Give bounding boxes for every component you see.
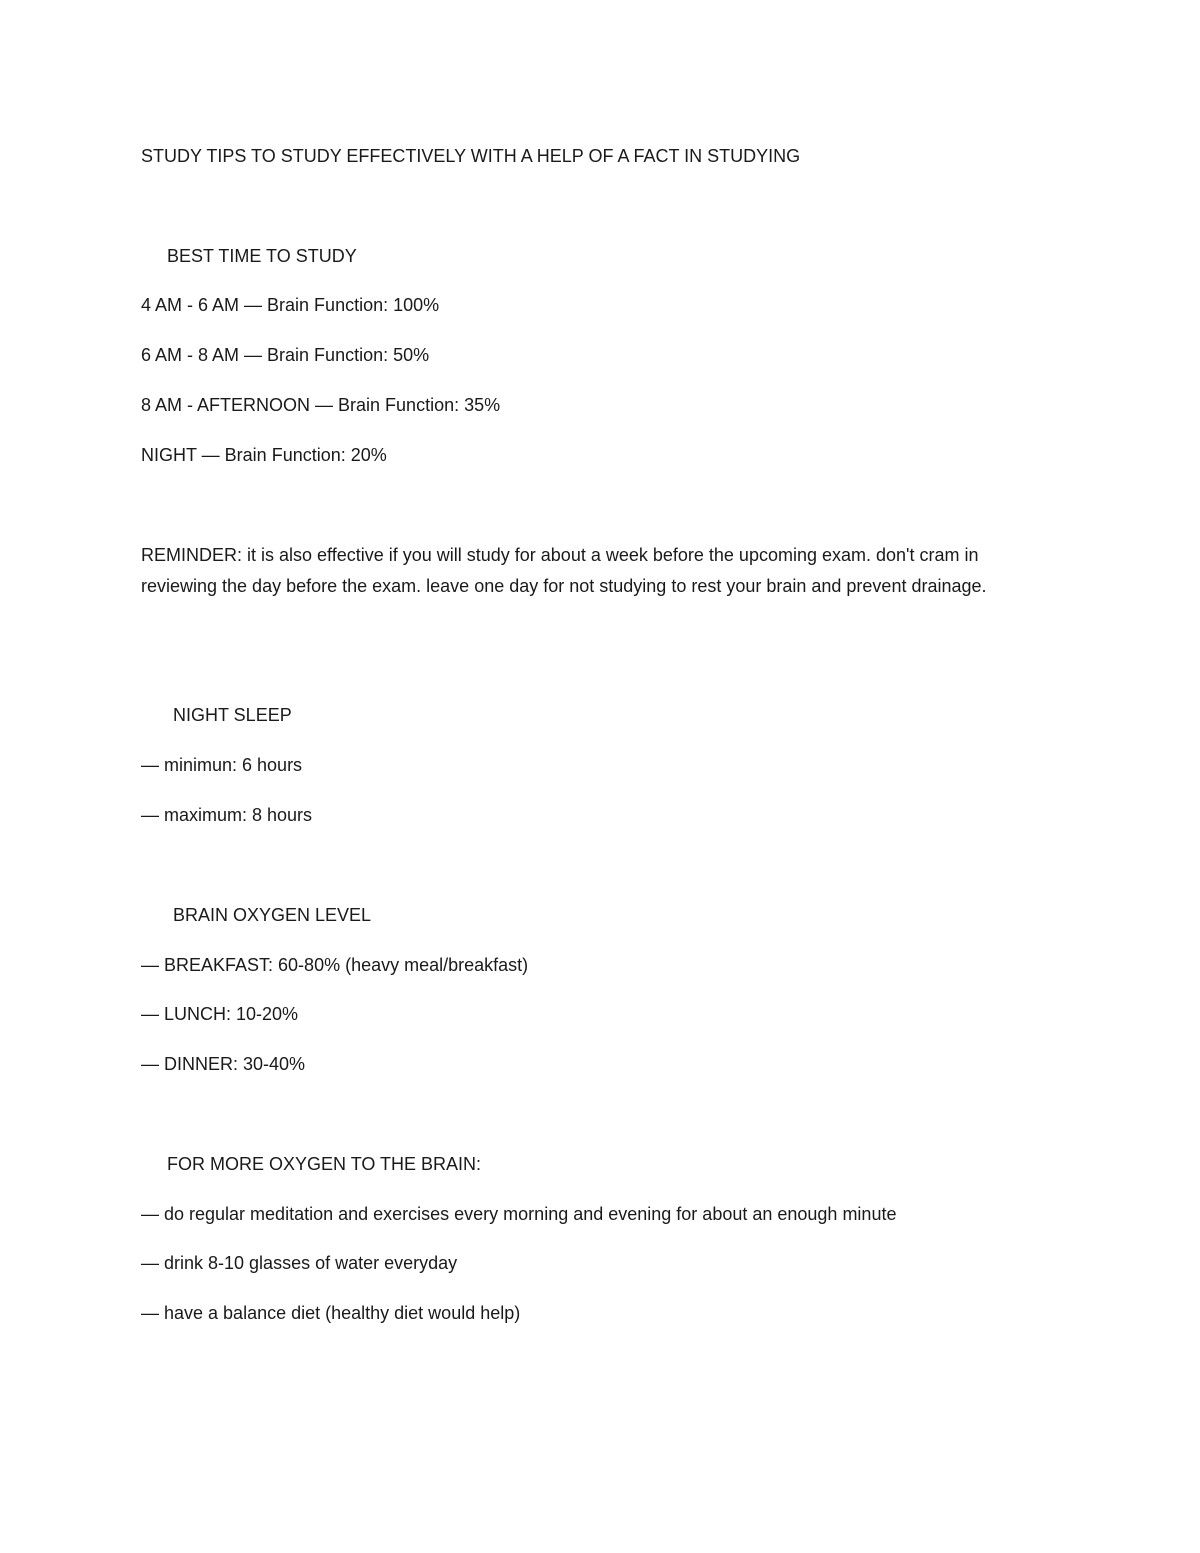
best-time-item: 6 AM - 8 AM — Brain Function: 50% <box>141 345 430 365</box>
more-oxygen-item: — do regular meditation and exercises every morning and evening for about an enough minute <box>141 1204 897 1224</box>
brain-oxygen-item: — DINNER: 30-40% <box>141 1054 306 1074</box>
more-oxygen-heading: FOR MORE OXYGEN TO THE BRAIN: <box>167 1154 482 1174</box>
brain-oxygen-heading: BRAIN OXYGEN LEVEL <box>173 905 372 925</box>
night-sleep-item: — minimun: 6 hours <box>141 755 303 775</box>
document-title: STUDY TIPS TO STUDY EFFECTIVELY WITH A HELP OF A FACT IN STUDYING <box>141 146 801 166</box>
brain-oxygen-item: — LUNCH: 10-20% <box>141 1004 299 1024</box>
best-time-item: 4 AM - 6 AM — Brain Function: 100% <box>141 295 440 315</box>
night-sleep-item: — maximum: 8 hours <box>141 805 313 825</box>
more-oxygen-item: — have a balance diet (healthy diet would help) <box>141 1303 521 1323</box>
best-time-heading: BEST TIME TO STUDY <box>167 246 357 266</box>
best-time-item: NIGHT — Brain Function: 20% <box>141 445 387 465</box>
reminder-paragraph: REMINDER: it is also effective if you will study for about a week before the upcoming exam. don't cram in reviewing the day before the exam. leave one day for not studying to rest your brain and prevent drainage. <box>141 545 987 596</box>
brain-oxygen-item: — BREAKFAST: 60-80% (heavy meal/breakfast) <box>141 955 529 975</box>
night-sleep-heading: NIGHT SLEEP <box>173 705 292 725</box>
best-time-item: 8 AM - AFTERNOON — Brain Function: 35% <box>141 395 501 415</box>
more-oxygen-item: — drink 8-10 glasses of water everyday <box>141 1253 458 1273</box>
